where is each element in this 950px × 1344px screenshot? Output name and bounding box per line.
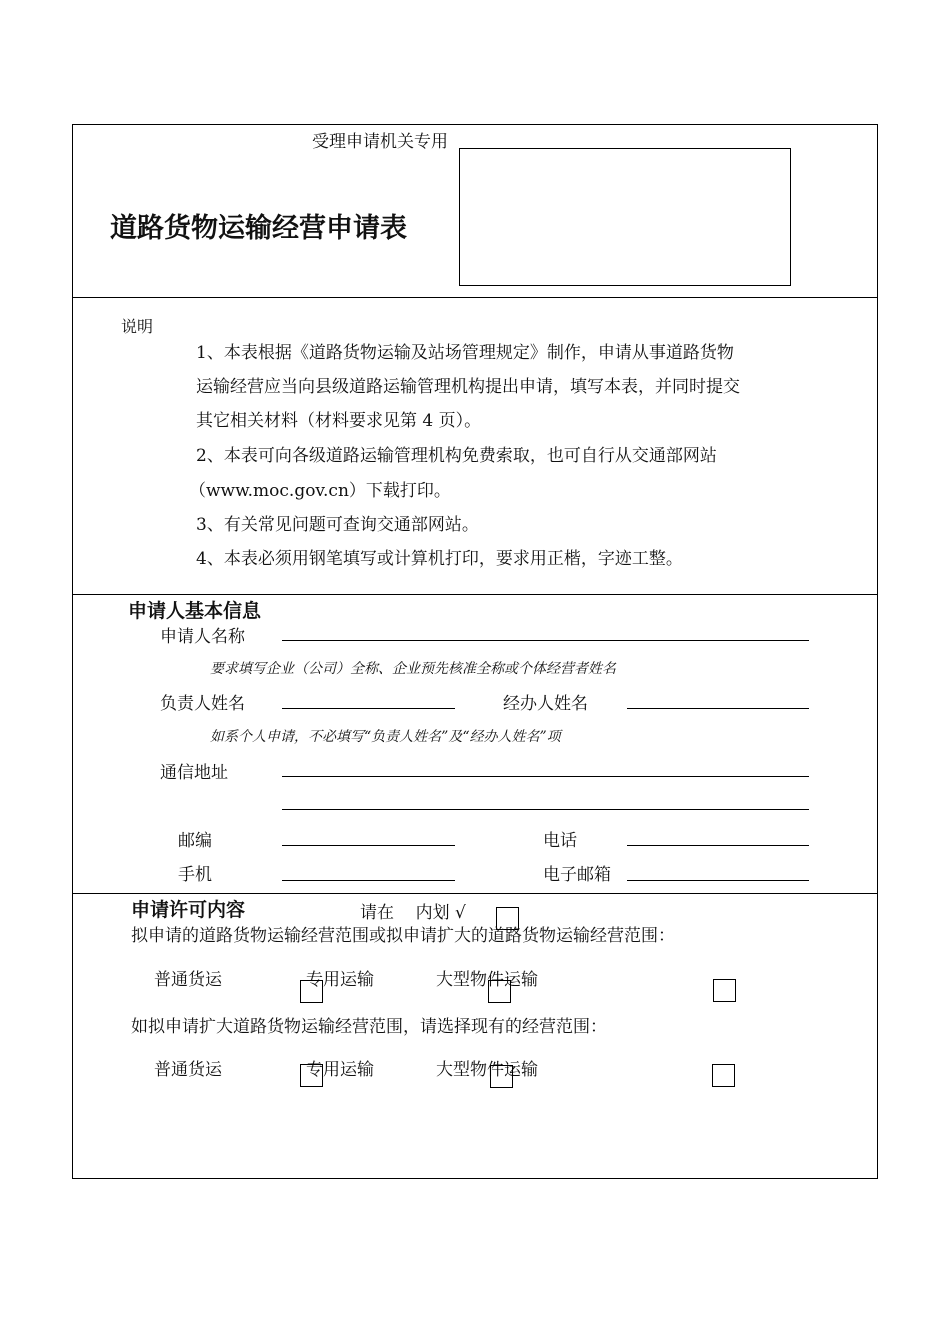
general-freight-checkbox[interactable] [300,980,323,1003]
instruction-line: 2、本表可向各级道路运输管理机构免费索取，也可自行从交通部网站 [196,446,717,466]
official-use-box [459,148,791,286]
large-cargo-checkbox[interactable] [713,979,736,1002]
official-use-label: 受理申请机关专用 [312,132,448,152]
existing-special-transport-checkbox[interactable] [490,1065,513,1088]
individual-application-hint: 如系个人申请，不必填写“负责人姓名”及“经办人姓名”项 [210,729,561,745]
section-divider-header [72,297,878,298]
email-field[interactable] [627,880,809,881]
handler-name-field[interactable] [627,708,809,709]
mailing-address-label: 通信地址 [160,763,228,783]
responsible-person-field[interactable] [282,708,455,709]
mobile-field[interactable] [282,880,455,881]
applicant-name-hint: 要求填写企业（公司）全称、企业预先核准全称或个体经营者姓名 [210,661,616,677]
section-divider-applicant [72,893,878,894]
instruction-line: 4、本表必须用钢笔填写或计算机打印，要求用正楷，字迹工整。 [196,549,683,569]
mailing-address-field-line1[interactable] [282,776,809,777]
option-large-cargo-label: 大型物件运输 [436,970,538,990]
applicant-section-heading: 申请人基本信息 [128,600,262,622]
section-divider-instructions [72,594,878,595]
existing-large-cargo-checkbox[interactable] [712,1064,735,1087]
postcode-field[interactable] [282,845,455,846]
instructions-heading: 说明 [121,317,154,336]
phone-field[interactable] [627,845,809,846]
existing-general-freight-label: 普通货运 [154,1060,222,1080]
option-special-transport-label: 专用运输 [306,970,374,990]
applicant-name-field[interactable] [282,640,809,641]
existing-scope-prompt: 如拟申请扩大道路货物运输经营范围，请选择现有的经营范围： [131,1017,607,1037]
handler-name-label: 经办人姓名 [503,694,588,714]
instruction-line: 1、本表根据《道路货物运输及站场管理规定》制作，申请从事道路货物 [196,343,734,363]
scope-prompt: 拟申请的道路货物运输经营范围或拟申请扩大的道路货物运输经营范围： [131,926,675,946]
phone-label: 电话 [543,831,577,851]
instruction-line: 运输经营应当向县级道路运输管理机构提出申请，填写本表，并同时提交 [196,377,740,397]
permit-section-heading: 申请许可内容 [131,899,246,921]
applicant-name-label: 申请人名称 [160,627,245,647]
existing-large-cargo-label: 大型物件运输 [436,1060,538,1080]
instruction-line: （www.moc.gov.cn）下载打印。 [189,481,451,501]
instruction-line: 其它相关材料（材料要求见第 4 页）。 [196,411,482,431]
special-transport-checkbox[interactable] [488,980,511,1003]
mailing-address-field-line2[interactable] [282,809,809,810]
existing-general-freight-checkbox[interactable] [300,1064,323,1087]
email-label: 电子邮箱 [543,865,611,885]
existing-special-transport-label: 专用运输 [306,1060,374,1080]
checkbox-instruction: 请在 内划 √ [360,903,466,923]
instruction-line: 3、有关常见问题可查询交通部网站。 [196,515,479,535]
mobile-label: 手机 [178,865,212,885]
responsible-person-label: 负责人姓名 [160,694,245,714]
option-general-freight-label: 普通货运 [154,970,222,990]
page-title: 道路货物运输经营申请表 [110,213,407,244]
postcode-label: 邮编 [178,831,212,851]
